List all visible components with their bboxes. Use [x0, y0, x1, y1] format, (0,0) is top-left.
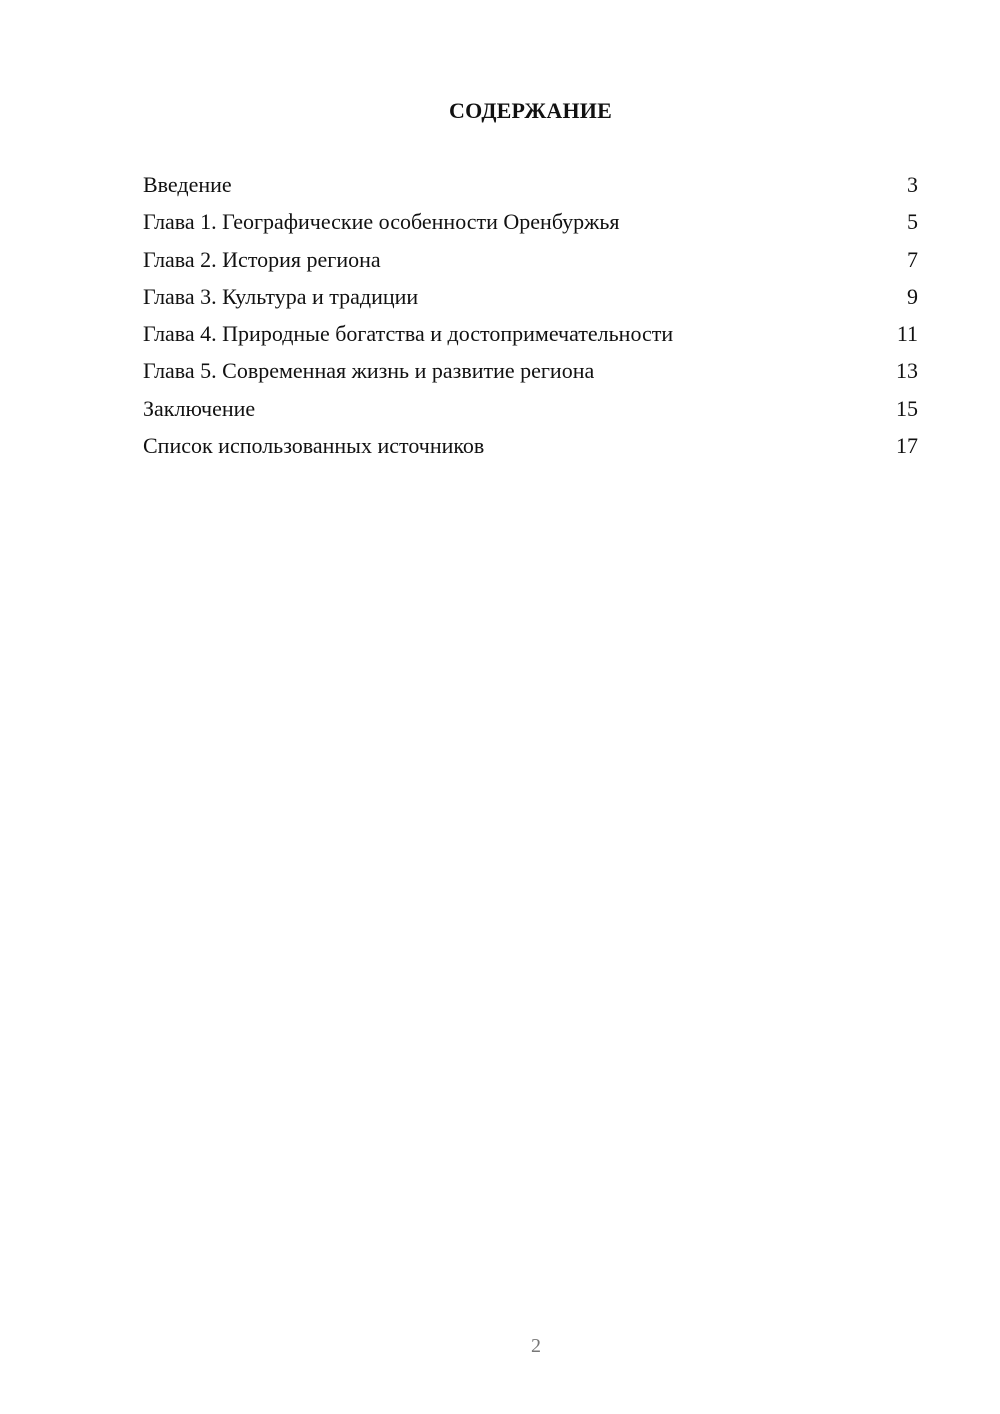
- toc-entry-title: Глава 1. Географические особенности Оренбуржья: [143, 209, 620, 235]
- toc-entry-page: 5: [907, 209, 918, 235]
- toc-entry-references: [143, 429, 918, 466]
- toc-entry-page: 9: [907, 283, 918, 309]
- toc-entry-title: Введение: [143, 172, 232, 197]
- toc-entry-chapter-5: [143, 354, 918, 391]
- toc-entry-page: 3: [907, 172, 918, 197]
- toc-entry-page: 15: [896, 395, 918, 421]
- toc-entry-title: Глава 4. Природные богатства и достопримечательности: [143, 321, 674, 347]
- toc-entry-page: 13: [896, 358, 918, 384]
- toc-entry-page: 7: [907, 246, 918, 272]
- page-title: СОДЕРЖАНИЕ: [449, 98, 612, 123]
- toc-entry-introduction: [143, 168, 918, 205]
- toc-entry-chapter-3: [143, 280, 918, 317]
- toc-entry-title: Глава 2. История региона: [143, 246, 381, 272]
- toc-entry-title: Заключение: [143, 395, 256, 421]
- page-number: 2: [531, 1335, 541, 1357]
- toc-entry-title: Глава 3. Культура и традиции: [143, 283, 419, 309]
- toc-entry-chapter-2: [143, 243, 918, 280]
- toc-entry-chapter-1: [143, 205, 918, 242]
- toc-entry-title: Список использованных источников: [143, 433, 485, 459]
- toc-entry-chapter-4: [143, 317, 918, 354]
- toc-entry-title: Глава 5. Современная жизнь и развитие региона: [143, 358, 595, 384]
- toc-entry-page: 17: [896, 433, 918, 459]
- toc-entry-page: 11: [896, 321, 918, 347]
- table-of-contents: [143, 168, 918, 466]
- toc-entry-conclusion: [143, 392, 918, 429]
